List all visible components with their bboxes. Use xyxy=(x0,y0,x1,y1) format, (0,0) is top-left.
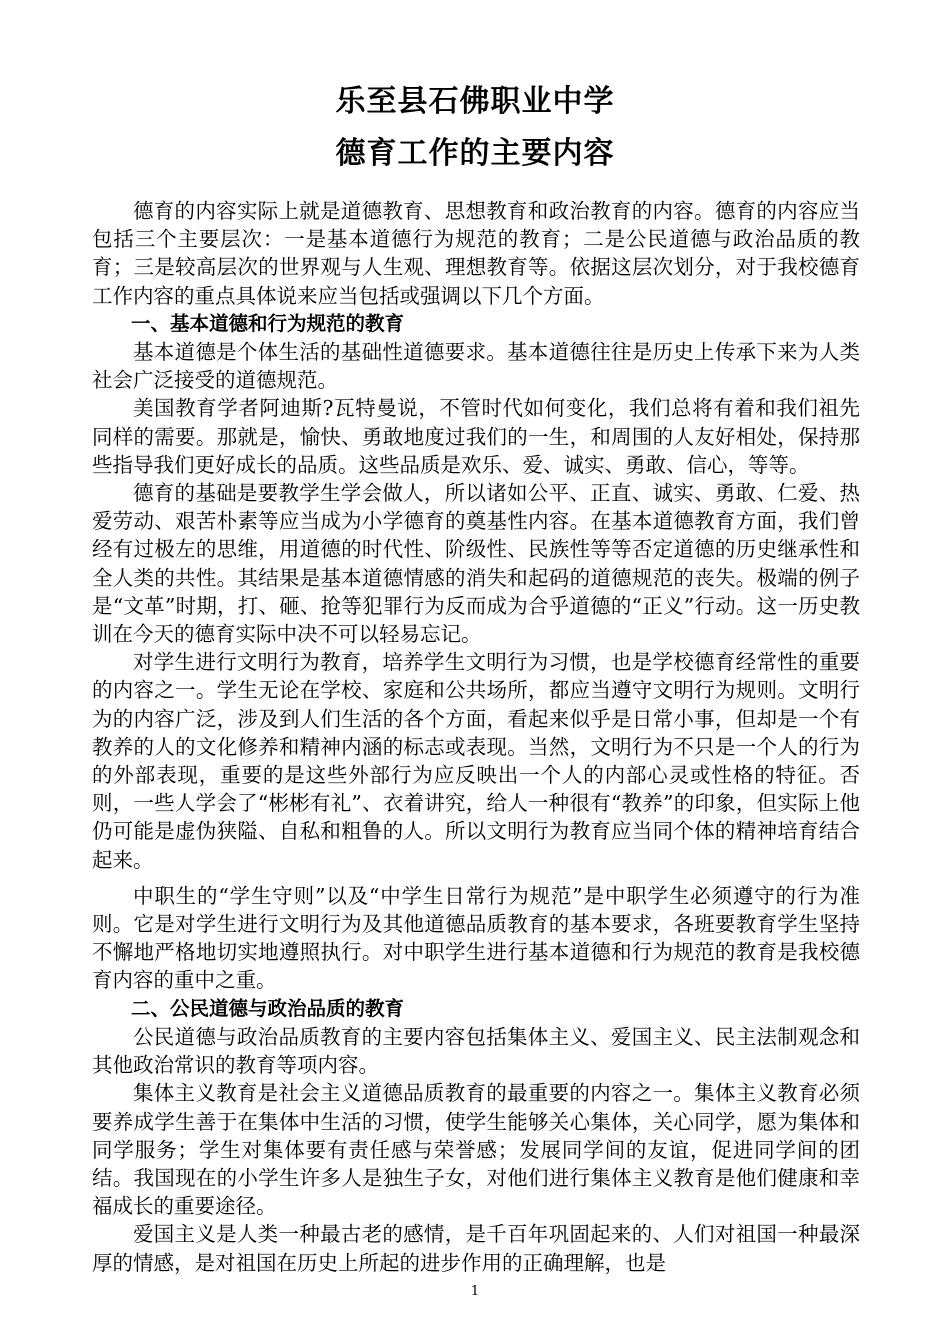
body-paragraph: 美国教育学者阿迪斯?瓦特曼说，不管时代如何变化，我们总将有着和我们祖先同样的需要。那就是，愉快、勇敢地度过我们的一生，和周围的人友好相处，保持那些指导我们更好成长的品质。这些品质是欢乐、爱、诚实、勇敢、信心，等等。 xyxy=(92,396,860,477)
intro-paragraph: 德育的内容实际上就是道德教育、思想教育和政治教育的内容。德育的内容应当包括三个主要层次：一是基本道德行为规范的教育；二是公民道德与政治品质的教育；三是较高层次的世界观与人生观、理想教育等。依据这层次划分，对于我校德育工作内容的重点具体说来应当包括或强调以下几个方面。 xyxy=(92,199,860,308)
body-paragraph: 中职生的“学生守则”以及“中学生日常行为规范”是中职学生必须遵守的行为准则。它是对学生进行文明行为及其他道德品质教育的基本要求，各班要教育学生坚持不懈地严格地切实地遵照执行。对中职学生进行基本道德和行为规范的教育是我校德育内容的重中之重。 xyxy=(92,883,860,993)
section-heading-basic-morality: 一、基本道德和行为规范的教育 xyxy=(131,311,405,335)
body-paragraph: 爱国主义是人类一种最古老的感情，是千百年巩固起来的、人们对祖国一种最深厚的情感，是对祖国在历史上所起的进步作用的正确理解，也是 xyxy=(92,1222,860,1275)
body-paragraph: 基本道德是个体生活的基础性道德要求。基本道德往往是历史上传承下来为人类社会广泛接受的道德规范。 xyxy=(92,340,860,393)
page-number: 1 xyxy=(470,1284,480,1299)
body-paragraph: 公民道德与政治品质教育的主要内容包括集体主义、爱国主义、民主法制观念和其他政治常识的教育等项内容。 xyxy=(92,1024,860,1078)
school-name-title: 乐至县石佛职业中学 xyxy=(335,84,615,119)
document-title xyxy=(0,76,950,180)
section-heading-civic-morality: 二、公民道德与政治品质的教育 xyxy=(131,996,405,1020)
document-body xyxy=(92,197,860,1277)
body-paragraph: 德育的基础是要教学生学会做人，所以诸如公平、正直、诚实、勇敢、仁爱、热爱劳动、艰苦朴素等应当成为小学德育的奠基性内容。在基本道德教育方面，我们曾经有过极左的思维，用道德的时代性、阶级性、民族性等等否定道德的历史继承性和全人类的共性。其结果是基本道德情感的消失和起码的道德规范的丧失。极端的例子是“文革”时期，打、砸、抢等犯罪行为反而成为合乎道德的“正义”行动。这一历史教训在今天的德育实际中决不可以轻易忘记。 xyxy=(92,481,860,647)
document-subject-title: 德育工作的主要内容 xyxy=(335,136,615,171)
body-paragraph: 对学生进行文明行为教育，培养学生文明行为习惯，也是学校德育经常性的重要的内容之一。学生无论在学校、家庭和公共场所，都应当遵守文明行为规则。文明行为的内容广泛，涉及到人们生活的各个方面，看起来似乎是日常小事，但却是一个有教养的人的文化修养和精神内涵的标志或表现。当然，文明行为不只是一个人的行为的外部表现，重要的是这些外部行为应反映出一个人的内部心灵或性格的特征。否则，一些人学会了“彬彬有礼”、衣着讲究，给人一种很有“教养”的印象，但实际上他仍可能是虚伪狭隘、自私和粗鲁的人。所以文明行为教育应当同个体的精神培育结合起来。 xyxy=(92,650,860,872)
body-paragraph: 集体主义教育是社会主义道德品质教育的最重要的内容之一。集体主义教育必须要养成学生善于在集体中生活的习惯，使学生能够关心集体，关心同学，愿为集体和同学服务；学生对集体要有责任感与荣誉感；发展同学间的友谊，促进同学间的团结。我国现在的小学生许多人是独生子女，对他们进行集体主义教育是他们健康和幸福成长的重要途径。 xyxy=(92,1081,860,1219)
